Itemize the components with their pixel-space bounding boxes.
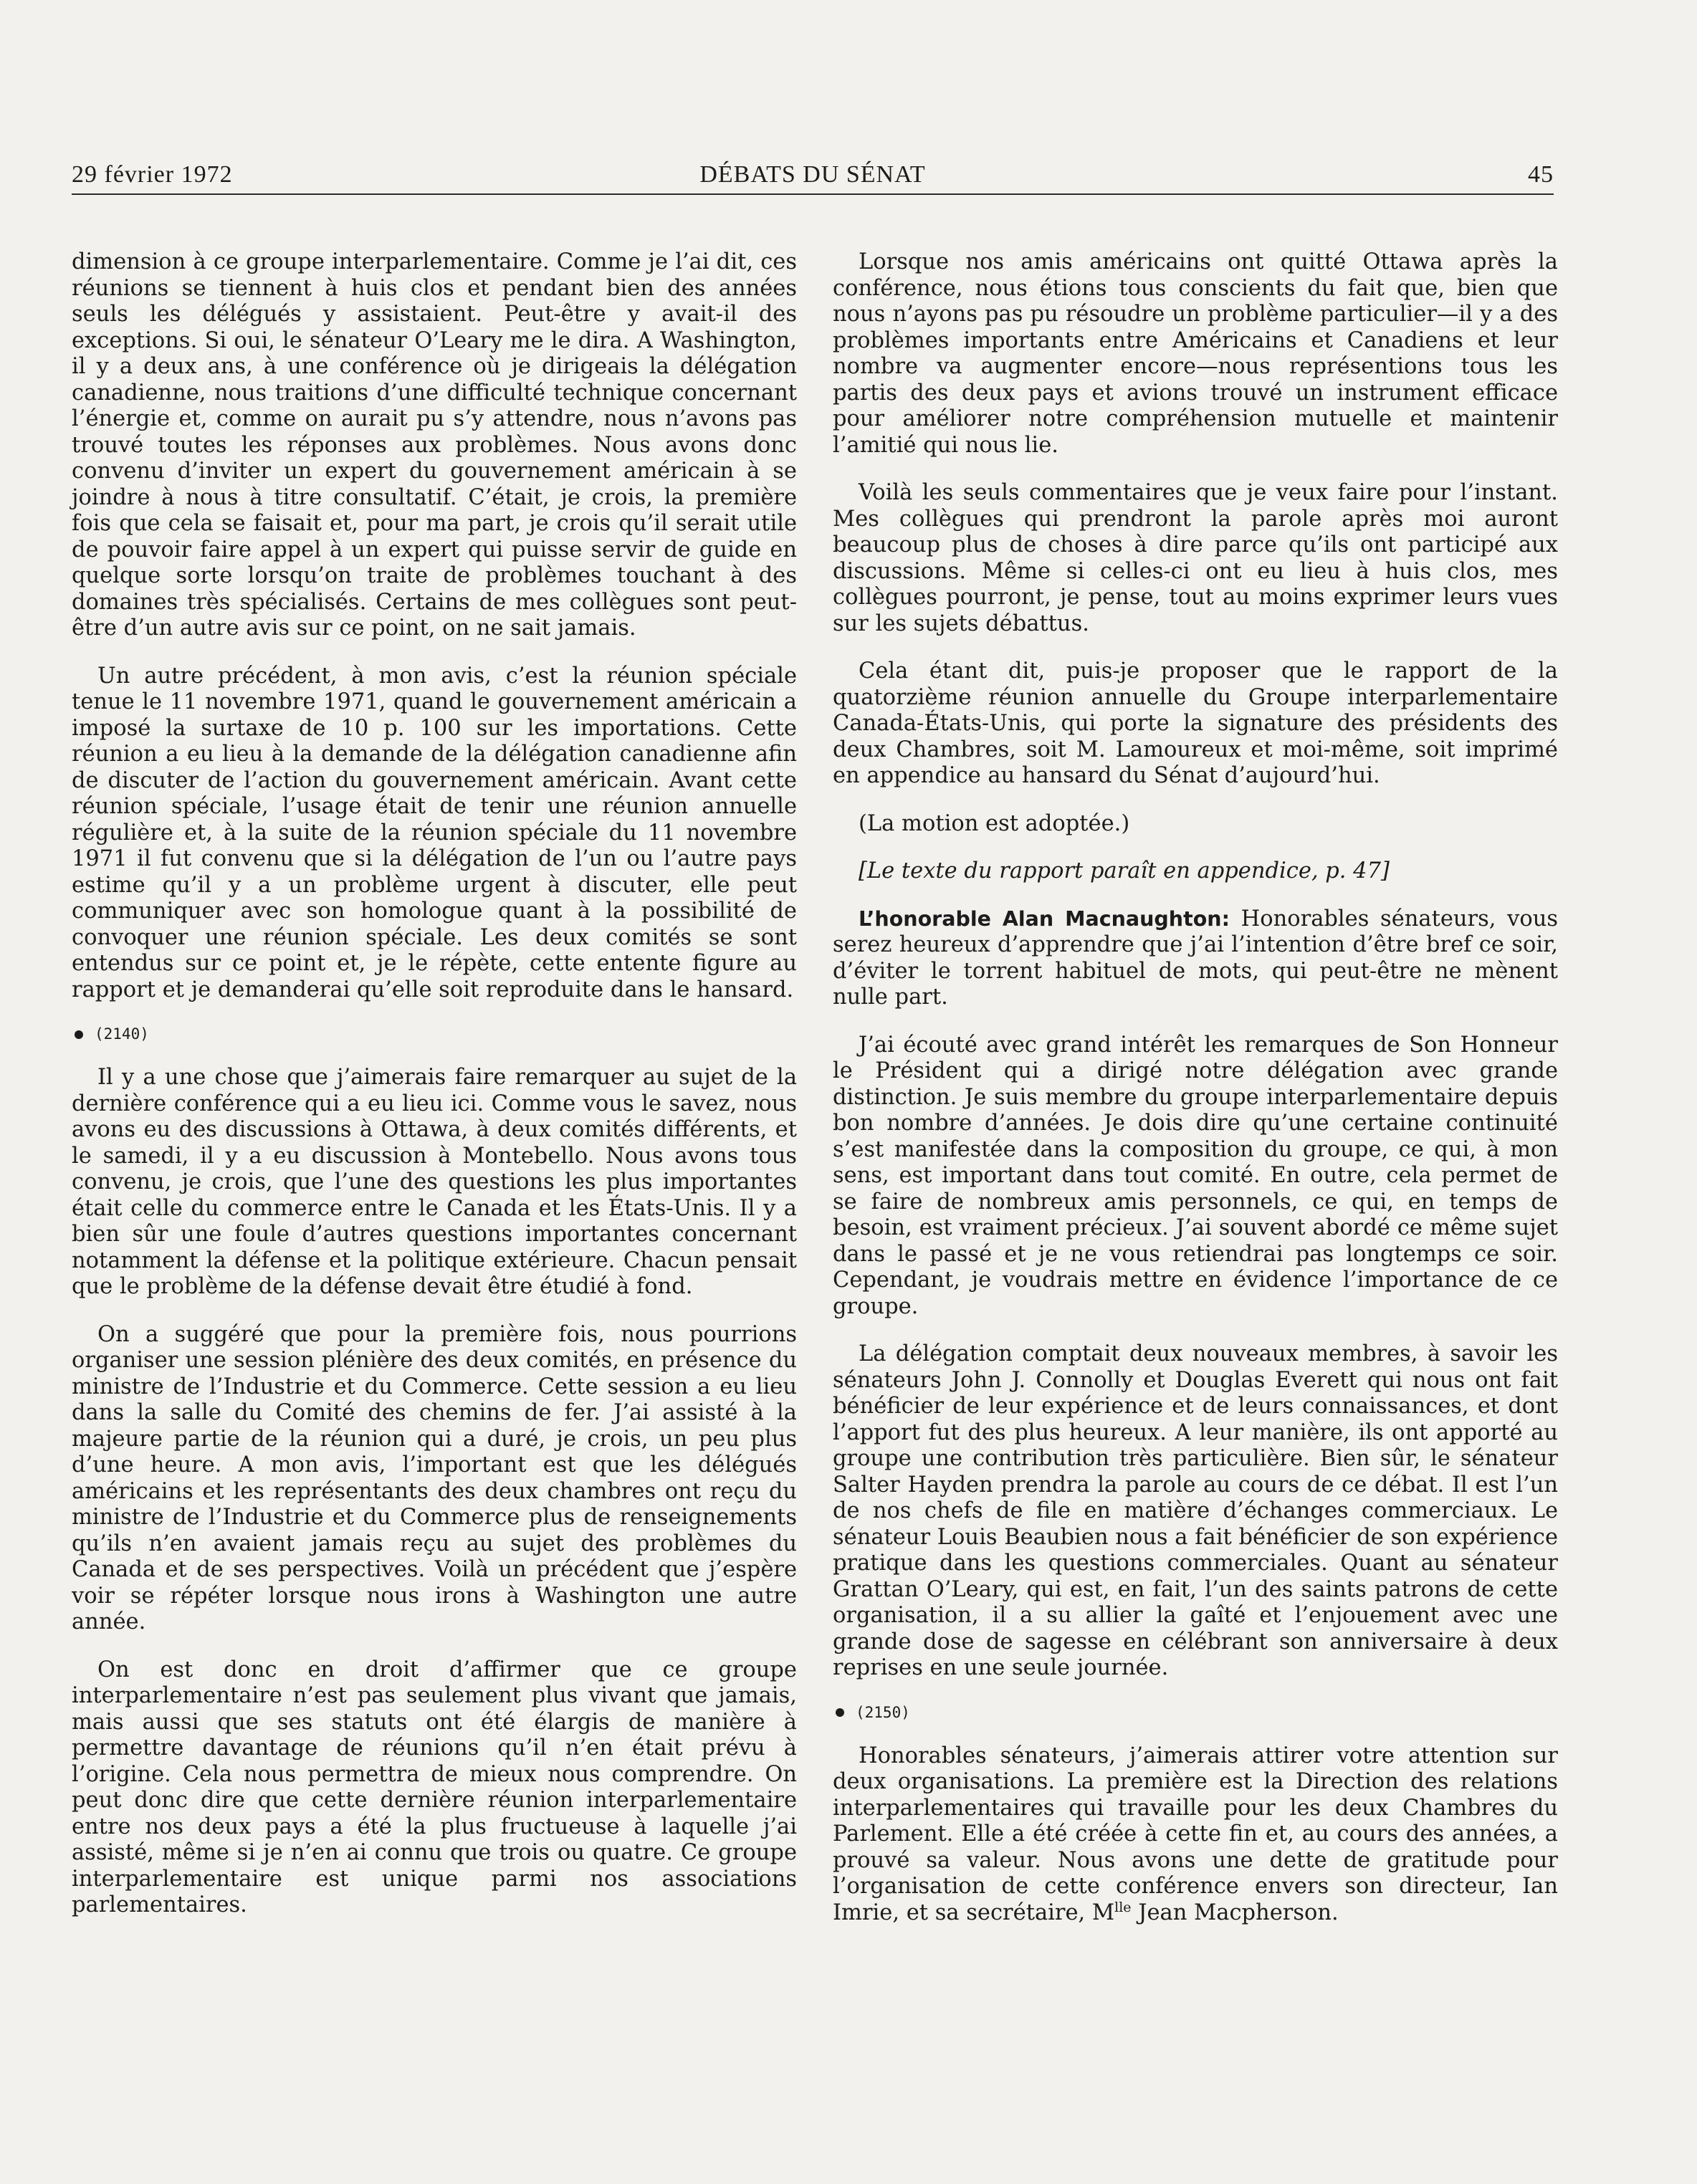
paragraph: On est donc en droit d’affirmer que ce groupe interparlementaire n’est pas seulement plus vivant que jamais, mais aussi que ses statuts ont été élargis de manière à permettre davantage de réunions qu’il n’en était prévu à l’origine. Cela nous permettra de mieux nous comprendre. On peut donc dire que cette dernière réunion interparlementaire entre nos deux pays a été la plus fructueuse à laquelle j’ai assisté, même si je n’en ai connu que trois ou quatre. Ce groupe interparlementaire est unique parmi nos associations parlementaires. bbox=[72, 1657, 797, 1917]
paragraph: La délégation comptait deux nouveaux membres, à savoir les sénateurs John J. Connolly et Douglas Everett qui nous ont fait bénéficier de leur expérience et de leurs connaissances, et dont l’apport fut des plus heureux. A leur manière, ils ont apporté au groupe une contribution très particulière. Bien sûr, le sénateur Salter Hayden prendra la parole au cours de ce débat. Il est l’un de nos chefs de file en matière d’échanges commerciaux. Le sénateur Louis Beaubien nous a fait bénéficier de son expérience pratique dans les questions commerciales. Quant au sénateur Grattan O’Leary, qui est, en fait, l’un des saints patrons de cette organisation, il a su allier la gaîté et l’enjouement avec une grande dose de sagesse en célébrant son anniversaire à deux reprises en une seule journée. bbox=[833, 1341, 1558, 1680]
paragraph-text-end: Jean Macpherson. bbox=[1131, 1900, 1339, 1925]
appendix-note: [Le texte du rapport paraît en appendice, p. 47] bbox=[859, 858, 1390, 883]
paragraph: Un autre précédent, à mon avis, c’est la réunion spéciale tenue le 11 novembre 1971, quand le gouvernement américain a imposé la surtaxe de 10 p. 100 sur les importations. Cette réunion a eu lieu à la demande de la délégation canadienne afin de discuter de l’action du gouvernement américain. Avant cette réunion spéciale, l’usage était de tenir une réunion annuelle régulière et, à la suite de la réunion spéciale du 11 novembre 1971 il fut convenu que si la délégation de l’un ou l’autre pays estime qu’il y a un problème urgent à discuter, elle peut communiquer avec son homologue quant à la possibilité de convoquer une réunion spéciale. Les deux comités se sont entendus sur ce point et, je le répète, cette entente figure au rapport et je demanderai qu’elle soit reproduite dans le hansard. bbox=[72, 663, 797, 1002]
paragraph: Lorsque nos amis américains ont quitté Ottawa après la conférence, nous étions tous conscients du fait que, bien que nous n’ayons pas pu résoudre un problème particulier—il y a des problèmes importants entre Américains et Canadiens et leur nombre va augmenter encore—nous représentions tous les partis des deux pays et avions trouvé un instrument efficace pour améliorer notre compréhension mutuelle et maintenir l’amitié qui nous lie. bbox=[833, 249, 1558, 458]
header-page-number: 45 bbox=[1528, 161, 1554, 188]
paragraph: J’ai écouté avec grand intérêt les remarques de Son Honneur le Président qui a dirigé notre délégation avec grande distinction. Je suis membre du groupe interparlementaire depuis bon nombre d’années. Je dois dire qu’une certaine continuité s’est manifestée dans la composition du groupe, ce qui, à mon sens, est important dans tout comité. En outre, cela permet de se faire de nombreux amis personnels, ce qui, en temps de besoin, est vraiment précieux. J’ai souvent abordé ce même sujet dans le passé et je ne vous retiendrai pas longtemps ce soir. Cependant, je voudrais mettre en évidence l’importance de ce groupe. bbox=[833, 1032, 1558, 1319]
motion-note: (La motion est adoptée.) bbox=[859, 810, 1130, 836]
paragraph: dimension à ce groupe interparlementaire. Comme je l’ai dit, ces réunions se tiennent à huis clos et pendant bien des années seuls les délégués y assistaient. Peut-être y avait-il des exceptions. Si oui, le sénateur O’Leary me le dira. A Washington, il y a deux ans, à une conférence où je dirigeais la délégation canadienne, nous traitions d’une difficulté technique concernant l’énergie et, comme on aurait pu s’y attendre, nous n’avons pas trouvé toutes les réponses aux problèmes. Nous avons donc convenu d’inviter un expert du gouvernement américain à se joindre à nous à titre consultatif. C’était, je crois, la première fois que cela se faisait et, pour ma part, je crois qu’il serait utile de pouvoir faire appel à un expert qui puisse servir de guide en quelque sorte lorsqu’on traite de problèmes touchant à des domaines très spécialisés. Certains de mes collègues sont peut-être d’un autre avis sur ce point, on ne sait jamais. bbox=[72, 249, 797, 641]
time-marker-label: (2140) bbox=[95, 1025, 149, 1043]
left-column bbox=[72, 249, 797, 1940]
paragraph: Il y a une chose que j’aimerais faire remarquer au sujet de la dernière conférence qui a eu lieu ici. Comme vous le savez, nous avons eu des discussions à Ottawa, à deux comités différents, et le samedi, il y a eu discussion à Montebello. Nous avons tous convenu, je crois, que l’une des questions les plus importantes était celle du commerce entre le Canada et les États-Unis. Il y a bien sûr une foule d’autres questions importantes concernant notamment la défense et la politique extérieure. Chacun pensait que le problème de la défense devait être étudié à fond. bbox=[72, 1065, 797, 1299]
paragraph bbox=[833, 1743, 1558, 1927]
bullet-icon bbox=[75, 1030, 83, 1039]
right-column bbox=[833, 249, 1558, 1948]
paragraph-text: Honorables sénateurs, j’aimerais attirer votre attention sur deux organisations. La première est la Direction des relations interparlementaires qui travaille pour les deux Chambres du Parlement. Elle a été créée à cette fin et, au cours des années, a prouvé sa valeur. Nous avons une dette de gratitude pour l’organisation de cette conférence envers son directeur, Ian Imrie, et sa secrétaire, M bbox=[833, 1743, 1558, 1925]
paragraph: Voilà les seuls commentaires que je veux faire pour l’instant. Mes collègues qui prendront la parole après moi auront beaucoup plus de choses à dire parce qu’ils ont participé aux discussions. Même si celles-ci ont eu lieu à huis clos, mes collègues pourront, je pense, tout au moins exprimer leurs vues sur les sujets débattus. bbox=[833, 480, 1558, 636]
paragraph: Cela étant dit, puis-je proposer que le rapport de la quatorzième réunion annuelle du Groupe interparlementaire Canada-États-Unis, qui porte la signature des présidents des deux Chambres, soit M. Lamoureux et moi-même, soit imprimé en appendice au hansard du Sénat d’aujourd’hui. bbox=[833, 658, 1558, 788]
speech-text: Honorables sénateurs, vous serez heureux d’apprendre que j’ai l’intention d’être bref ce soir, d’éviter le torrent habituel de mots, qui peut-être ne mènent nulle part. bbox=[833, 906, 1558, 1010]
time-marker bbox=[72, 1025, 797, 1043]
time-marker-label: (2150) bbox=[856, 1703, 910, 1721]
title-abbreviation: lle bbox=[1114, 1899, 1132, 1915]
speaker-paragraph bbox=[833, 906, 1558, 1011]
header-date: 29 février 1972 bbox=[72, 161, 233, 188]
header-title: DÉBATS DU SÉNAT bbox=[699, 161, 926, 188]
page-header bbox=[72, 161, 1554, 195]
speaker-name: L’honorable Alan Macnaughton: bbox=[859, 906, 1230, 931]
time-marker bbox=[833, 1703, 1558, 1722]
paragraph: On a suggéré que pour la première fois, nous pourrions organiser une session plénière des deux comités, en présence du ministre de l’Industrie et du Commerce. Cette session a eu lieu dans la salle du Comité des chemins de fer. J’ai assisté à la majeure partie de la réunion qui a duré, je crois, un peu plus d’une heure. A mon avis, l’important est que les délégués américains et les représentants des deux chambres ont reçu du ministre de l’Industrie et du Commerce plus de renseignements qu’ils n’en avaient jamais reçu au sujet des problèmes du Canada et de ses perspectives. Voilà un précédent que j’espère voir se répéter lorsque nous irons à Washington une autre année. bbox=[72, 1321, 797, 1634]
bullet-icon bbox=[836, 1708, 844, 1717]
